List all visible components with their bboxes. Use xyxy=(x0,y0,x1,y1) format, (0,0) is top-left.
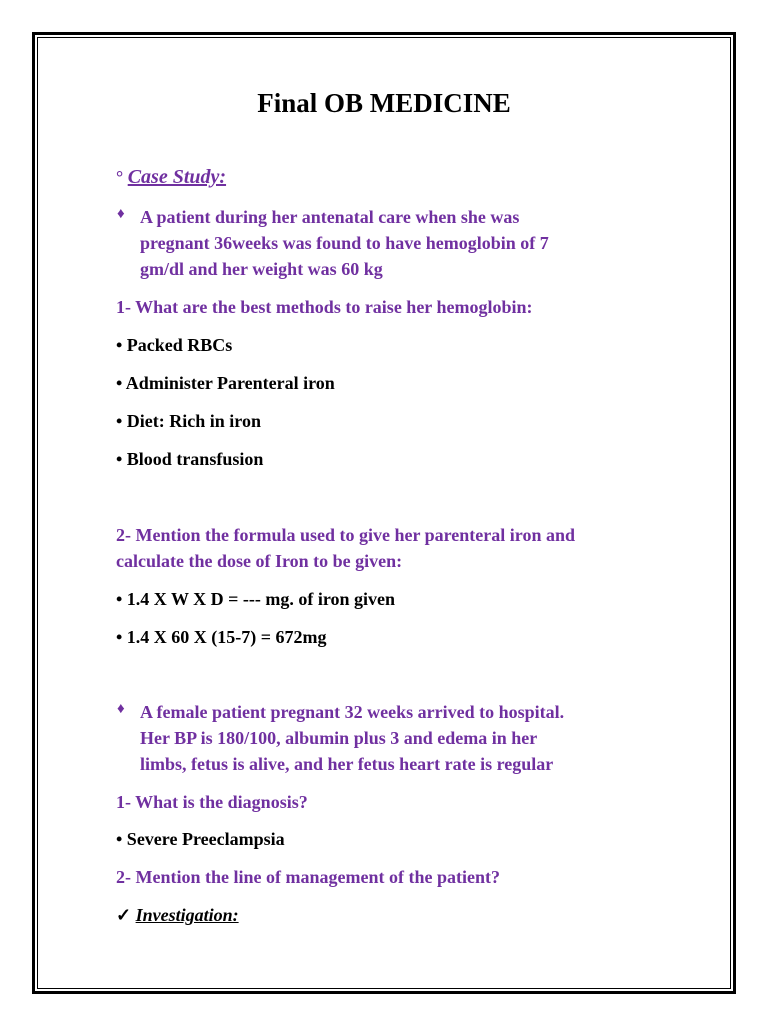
answer-blood-transfusion: • Blood transfusion xyxy=(116,449,264,469)
investigation-heading xyxy=(116,902,239,928)
case2-question-1: 1- What is the diagnosis? xyxy=(116,792,308,812)
formula-general: • 1.4 X W X D = --- mg. of iron given xyxy=(116,589,396,609)
case1-line-2: pregnant 36weeks was found to have hemoglobin of 7 xyxy=(140,233,549,253)
formula-calculation: • 1.4 X 60 X (15-7) = 672mg xyxy=(116,627,327,647)
answer-diagnosis: • Severe Preeclampsia xyxy=(116,829,285,849)
case2-line-1: A female patient pregnant 32 weeks arrived to hospital. xyxy=(140,702,565,722)
degree-marker: ° xyxy=(116,167,124,187)
answer-diet: • Diet: Rich in iron xyxy=(116,411,261,431)
diamond-bullet-icon: ♦ xyxy=(117,701,125,717)
investigation-label: Investigation: xyxy=(135,905,239,925)
case2-line-3: limbs, fetus is alive, and her fetus heart rate is regular xyxy=(140,754,554,774)
case1-line-3: gm/dl and her weight was 60 kg xyxy=(140,259,383,279)
case1-line-1: A patient during her antenatal care when she was xyxy=(140,207,520,227)
case1-question-1: 1- What are the best methods to raise her hemoglobin: xyxy=(116,297,533,317)
case2-question-2: 2- Mention the line of management of the patient? xyxy=(116,867,500,887)
answer-parenteral-iron: • Administer Parenteral iron xyxy=(116,373,335,393)
case-study-label: Case Study: xyxy=(127,166,227,188)
page-title: Final OB MEDICINE xyxy=(257,88,511,118)
checkmark-icon: ✓ xyxy=(116,905,132,925)
case-study-heading xyxy=(116,164,226,190)
answer-packed-rbcs: • Packed RBCs xyxy=(116,335,233,355)
case2-line-2: Her BP is 180/100, albumin plus 3 and edema in her xyxy=(140,728,538,748)
case1-question-2-line-1: 2- Mention the formula used to give her parenteral iron and xyxy=(116,525,575,545)
diamond-bullet-icon: ♦ xyxy=(117,206,125,222)
case1-question-2-line-2: calculate the dose of Iron to be given: xyxy=(116,551,403,571)
